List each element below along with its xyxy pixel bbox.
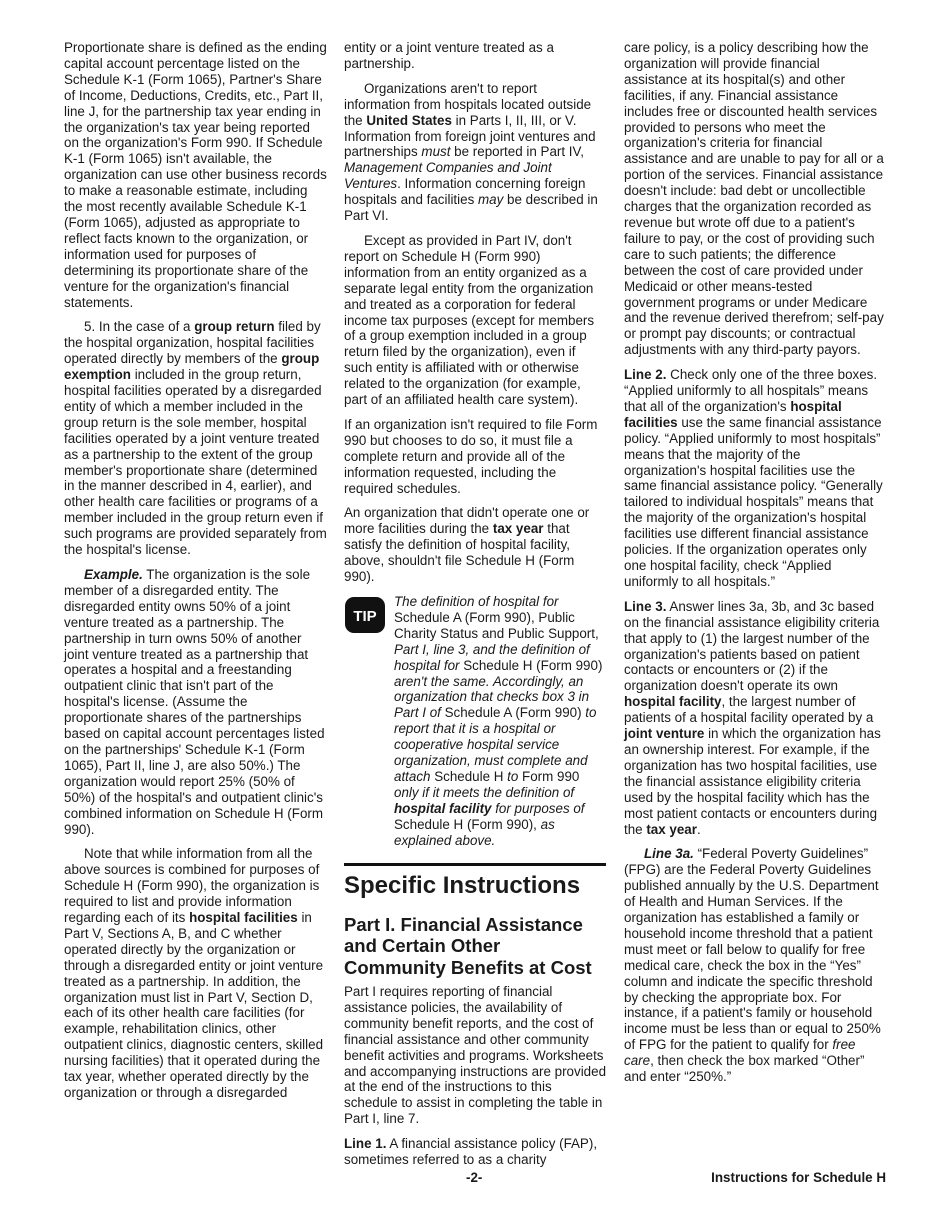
text-run: Form 990 — [518, 768, 580, 784]
text-run: included in the group return, hospital facilities operated by a disregarded entity of which a member included in the group return is the sole member, hospital facilities operated by a joint venture treated as a partnership to the extent of the group member's proportionate share (determined in the manner described in 4, earlier), and other health care facilities or programs of a member included in the group return even if such programs are provided separately from the hospital's license. — [64, 367, 327, 558]
tip-box — [344, 594, 606, 849]
bold-term: hospital facility — [624, 694, 722, 710]
line-label: Line 2. — [624, 367, 667, 383]
italic-run: only if it meets the definition of — [394, 784, 575, 800]
text-run: filed by the hospital organization, hospital facilities operated directly by members of the — [64, 319, 321, 367]
text-run: A financial assistance policy (FAP), sometimes referred to as a charity — [344, 1136, 598, 1168]
text-run: Schedule A (Form 990), Public Charity Status and Public Support, — [394, 609, 599, 641]
text-run: use the same financial assistance policy. “Applied uniformly to most hospitals” means that the majority of the organization's hospital facilities use the same financial assistance policy. “Generally tailored to individual hospitals” means that the majority of the organization's hospital facilities use different financial assistance policies. If the organization operates only one hospital facility, check “Applied uniformly to all hospitals.” — [624, 414, 883, 589]
text-run: Schedule H — [430, 768, 508, 784]
paragraph-no-facilities — [344, 505, 606, 585]
italic-run: as explained above. — [394, 816, 555, 848]
paragraph-example — [64, 567, 328, 837]
example-label: Example. — [84, 567, 143, 582]
italic-run: to — [507, 768, 519, 784]
text-run: Note that while information from all the above sources is combined for purposes of Schedule H (Form 990), the organization is required to list and provide information regarding each of its — [64, 846, 320, 926]
text-run: The organization is the sole member of a disregarded entity. The disregarded entity owns 50% of a joint venture treated as a partnership. The partnership in turn owns 50% of another joint venture treated as a partnership that operates a hospital and a freestanding outpatient clinic that isn't part of the hospital's license. (Assume the proportionate shares of the partnerships based on capital account percentages listed on the partnerships' Schedule K-1 (Form 1065), Part II, line J, are also 50%.) The organization would report 25% (50% of 50%) of the hospital's and outpatient clinic's combined information on Schedule H (Form 990). — [64, 567, 325, 837]
line-label: Line 1. — [344, 1136, 387, 1152]
text-run: , the largest number of patients of a hospital facility operated by a — [624, 694, 874, 726]
bold-term: group return — [194, 319, 275, 335]
text-run: in Parts I, II, III, or V. Information from foreign joint ventures and partnerships — [344, 112, 596, 160]
text-run: Answer lines 3a, 3b, and 3c based on the financial assistance eligibility criteria that apply to (1) the largest number of the organization's patients based on patient contacts or encounters or (2) if the organization doesn't operate its own — [624, 598, 880, 694]
paragraph-line-2 — [624, 367, 886, 590]
paragraph-fap-continued: care policy, is a policy describing how the organization will provide financial assistance at its hospital(s) and other facilities, if any. Financial assistance includes free or discounted health services provided to persons who meet the organization's criteria for financial assistance and are unable to pay for all or a portion of the services. Financial assistance doesn't include: bad debt or uncollectible charges that the organization recorded as revenue but wrote off due to a patient's failure to pay, or the cost of providing such care to such patients; the difference between the cost of care provided under Medicaid or other means-tested government programs or under Medicare and the revenue derived therefrom; self-pay or prompt pay discounts; or contractual adjustments with any third-party payors. — [624, 40, 884, 358]
column-middle — [344, 40, 606, 1177]
text-run: , then check the box marked “Other” and enter “250%.” — [624, 1053, 865, 1085]
italic-run: to report that it is a hospital or cooperative hospital service organization, must complete and attach — [394, 705, 597, 784]
paragraph-line-3a — [624, 846, 886, 1085]
bold-term: joint venture — [624, 726, 705, 742]
text-run: Check only one of the three boxes. “Applied uniformly to all hospitals” means that all of the organization's — [624, 367, 878, 414]
paragraph-except-part-iv: Except as provided in Part IV, don't report on Schedule H (Form 990) information from an entity organized as a separate legal entity from the organization and treated as a corporation for federal income tax purposes (except for members of a group exemption included in a group return filed by the organization), even if such entity is affiliated with or otherwise related to the organization (for example, part of an affiliated health care system). — [344, 232, 595, 408]
text-run: Schedule H (Form 990), — [394, 816, 541, 832]
paragraph-proportionate-share: Proportionate share is defined as the ending capital account percentage listed on the Schedule K-1 (Form 1065), Partner's Share of Income, Deductions, Credits, etc., Part II, line J, for the partnership tax year ending in the organization's tax year being reported on the organization's Form 990. If Schedule K-1 (Form 1065) isn't available, the organization can use other business records to make a reasonable estimate, including the most recently available Schedule K-1 (Form 1065), adjusted as appropriate to reflect facts known to the organization, or information used for purposes of determining its proportionate share of the venture for the organization's financial statements. — [64, 40, 327, 310]
text-run: in which the organization has an ownership interest. For example, if the organization has two hospital facilities, use the financial assistance eligibility criteria used by the hospital facility which has the most patient contacts or encounters during the — [624, 726, 881, 837]
text-run: “Federal Poverty Guidelines” (FPG) are the Federal Poverty Guidelines published annually by the U.S. Department of Health and Human Services. If the organization has established a family or household income threshold that a patient must meet or fall below to qualify for free medical care, check the box in the “Yes” column and indicate the specific threshold by checking the appropriate box. For instance, if a patient's family or household income must be less than or equal to 250% of FPG for the patient to qualify for — [624, 846, 881, 1053]
tip-text — [394, 594, 606, 849]
line-label: Line 3a. — [644, 846, 694, 862]
bold-term: hospital facilities — [624, 398, 842, 430]
column-right — [624, 40, 886, 1094]
italic-run: aren't the same. Accordingly, an organization that checks box 3 in Part I of — [394, 673, 590, 721]
text-run: that satisfy the definition of hospital facility, above, shouldn't file Schedule H (Form 990). — [344, 521, 575, 585]
paragraph-group-return — [64, 319, 328, 558]
text-run: Schedule H (Form 990) — [459, 657, 603, 673]
bold-term: hospital facilities — [189, 910, 298, 926]
paragraph-note — [64, 846, 328, 1101]
bold-term: United States — [366, 112, 452, 128]
paragraph-entity-continued: entity or a joint venture treated as a partnership. — [344, 40, 554, 71]
line-label: Line 3. — [624, 598, 667, 614]
tip-icon-label: TIP — [353, 608, 377, 625]
bold-term: tax year — [646, 821, 697, 837]
italic-run: for purposes of — [491, 800, 585, 816]
italic-term: free care — [624, 1037, 856, 1069]
italic-term: may — [477, 192, 504, 208]
text-run: Schedule A (Form 990) — [440, 705, 586, 721]
bold-term: tax year — [492, 521, 544, 537]
italic-term: Management Companies and Joint Ventures — [344, 160, 552, 192]
column-left — [64, 40, 328, 1110]
paragraph-not-required: If an organization isn't required to file Form 990 but chooses to do so, it must file a complete return and provide all of the information requested, including the required schedules. — [344, 416, 598, 496]
section-divider — [344, 863, 606, 866]
text-run: . — [696, 821, 701, 837]
heading-part-1: Part I. Financial Assistance and Certain Other Community Benefits at Cost — [344, 913, 592, 978]
tip-icon — [344, 596, 386, 634]
paragraph-line-3 — [624, 599, 886, 838]
italic-run: Part I, line 3, and the definition of hospital for — [394, 641, 590, 673]
text-run: . Information concerning foreign hospitals and facilities — [344, 176, 586, 208]
text-run: An organization that didn't operate one or more facilities during the — [344, 505, 590, 537]
text-run: in Part V, Sections A, B, and C whether operated directly by the organization or through a disregarded entity or joint venture treated as a partnership. In addition, the organization must list in Part V, Section D, each of its other health care facilities (for example, rehabilitation clinics, other outpatient clinics, diagnostic centers, skilled nursing facilities) that it operated during the tax year, whether operated directly by the organization or through a disregarded — [64, 910, 324, 1100]
text-run: be reported in Part IV, — [450, 144, 584, 160]
italic-run: The definition of hospital for — [394, 594, 559, 609]
text-run: Organizations aren't to report information from hospitals located outside the — [344, 80, 592, 128]
paragraph-part-1-intro: Part I requires reporting of financial assistance policies, the availability of community benefit reports, and the cost of financial assistance and other community benefit activities and programs. Worksheets and accompanying instructions are provided at the end of the instructions to this schedule to assist in completing the table in Part I, line 7. — [344, 984, 607, 1127]
paragraph-foreign-hospitals — [344, 81, 606, 224]
heading-specific-instructions: Specific Instructions — [344, 871, 581, 899]
text-run: be described in Part VI. — [344, 192, 598, 224]
italic-term: must — [421, 144, 451, 160]
paragraph-line-1 — [344, 1136, 606, 1168]
bold-term: group exemption — [64, 351, 320, 383]
footer-title: Instructions for Schedule H — [711, 1170, 886, 1185]
bold-italic-term: hospital facility — [394, 800, 492, 816]
page-number: -2- — [466, 1170, 483, 1185]
text-run: 5. In the case of a — [84, 319, 195, 335]
